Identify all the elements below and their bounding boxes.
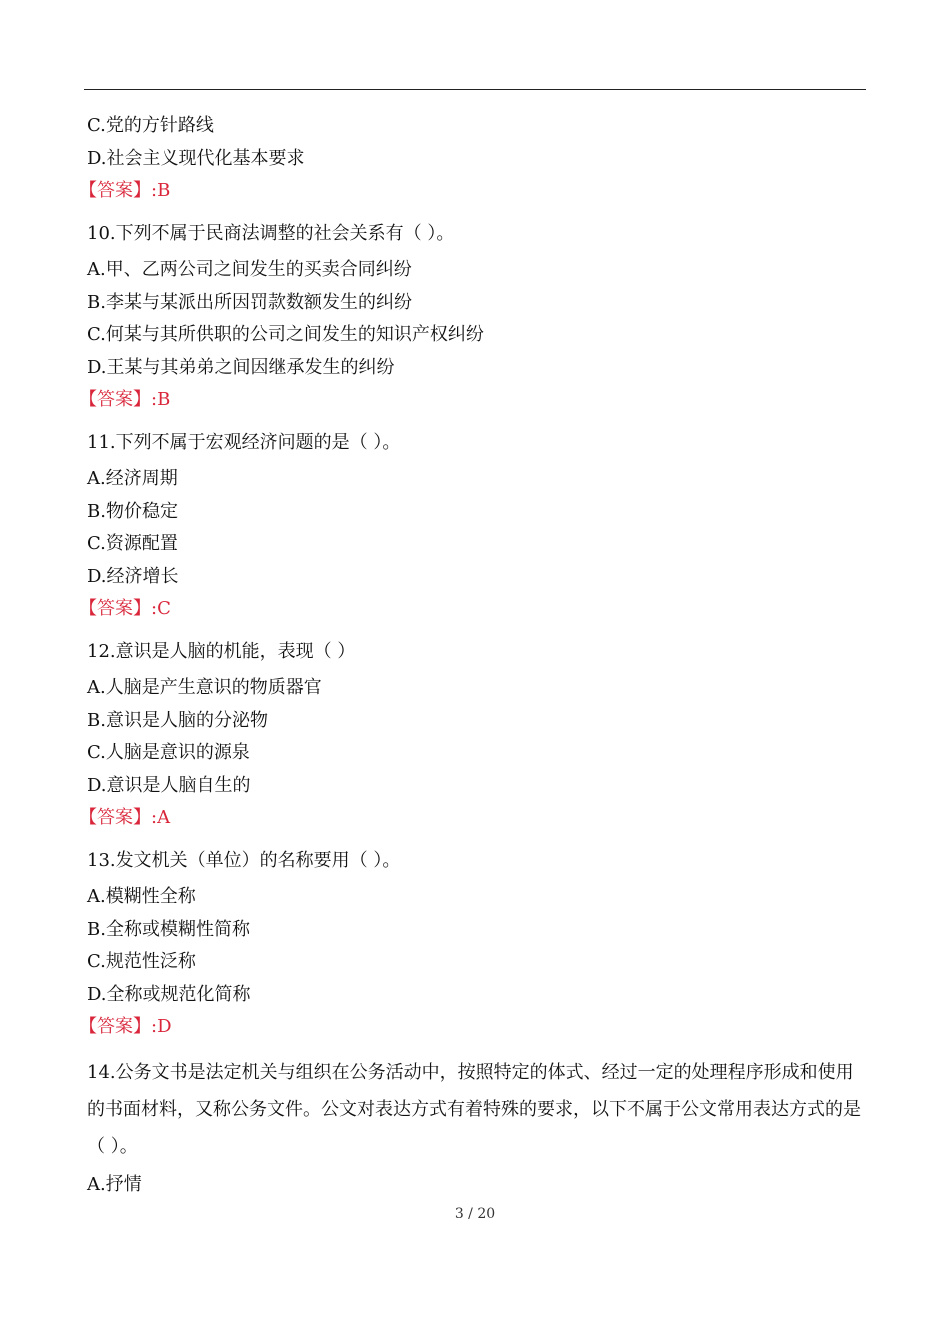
question-text: 13.发文机关（单位）的名称要用（ ）。 [87,849,401,871]
question-text: 12.意识是人脑的机能，表现（ ） [87,640,356,662]
question-text: 11.下列不属于宏观经济问题的是（ ）。 [87,431,401,453]
page-number: 3 / 20 [454,1206,496,1222]
option-line: D.社会主义现代化基本要求 [87,147,305,169]
answer-value: B [157,389,171,410]
option-line: A.模糊性全称 [87,886,196,907]
answer-label: 【答案】: [79,807,158,828]
option-line: C.资源配置 [87,533,178,554]
option-line: A.经济周期 [87,468,178,489]
option-line: B.李某与某派出所因罚款数额发生的纠纷 [87,291,412,313]
answer-line [79,593,869,626]
answer-value: C [157,598,171,619]
option-line: B.意识是人脑的分泌物 [87,709,268,731]
answer-line [79,802,869,835]
option-line: D.全称或规范化简称 [87,983,251,1005]
answer-value: D [157,1016,172,1037]
answer-value: A [157,807,171,828]
question-text: 10.下列不属于民商法调整的社会关系有（ ）。 [87,222,455,244]
option-line: C.规范性泛称 [87,951,196,972]
answer-value: B [157,180,171,201]
option-line: C.何某与其所供职的公司之间发生的知识产权纠纷 [87,324,484,345]
option-line: C.人脑是意识的源泉 [87,742,250,763]
page-content [79,110,869,1201]
option-line: D.经济增长 [87,565,179,587]
option-line: D.意识是人脑自生的 [87,774,251,796]
answer-line [79,384,869,417]
answer-label: 【答案】: [79,180,158,201]
answer-label: 【答案】: [79,598,158,619]
question-text: 14.公务文书是法定机关与组织在公务活动中，按照特定的体式、经过一定的处理程序形成和使用的书面材料，又称公务文件。公文对表达方式有着特殊的要求，以下不属于公文常用表达方式的是（ ）。 [87,1061,861,1157]
option-line: B.物价稳定 [87,500,178,522]
option-line: B.全称或模糊性简称 [87,918,250,940]
option-line: C.党的方针路线 [87,115,214,136]
option-line: A.抒情 [87,1173,142,1195]
answer-label: 【答案】: [79,389,158,410]
answer-label: 【答案】: [79,1016,158,1037]
answer-line [79,1011,869,1044]
option-line: A.人脑是产生意识的物质器官 [87,677,322,698]
answer-line [79,175,869,208]
option-line: A.甲、乙两公司之间发生的买卖合同纠纷 [87,259,412,280]
header-rule [84,89,866,90]
option-line: D.王某与其弟弟之间因继承发生的纠纷 [87,356,395,378]
